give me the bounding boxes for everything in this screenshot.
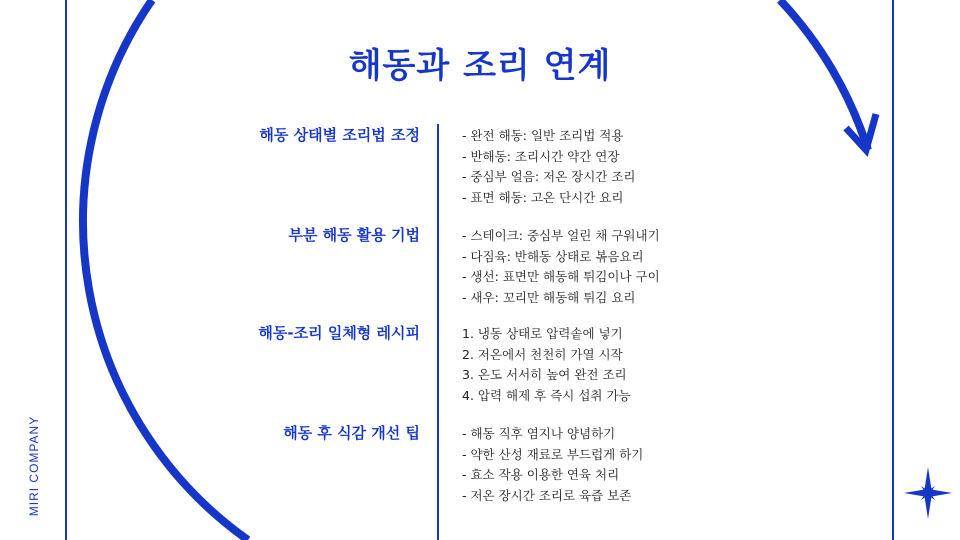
list-item: - 중심부 얼음: 저온 장시간 조리 [462,169,636,184]
section-title: 부분 해동 활용 기법 [288,226,420,244]
section-title: 해동 상태별 조리법 조정 [259,126,420,144]
section-list [462,424,643,506]
section-list [462,226,660,308]
list-item: - 생선: 표면만 해동해 튀김이나 구이 [462,269,660,284]
section-list [462,126,636,208]
list-item: - 스테이크: 중심부 얼린 채 구워내기 [462,228,660,243]
section-partial-thaw-techniques [0,224,960,314]
brand-label: MIRI COMPANY [27,415,41,517]
section-thaw-cook-recipe [0,322,960,412]
list-item: - 완전 해동: 일반 조리법 적용 [462,128,624,143]
list-item: - 새우: 꼬리만 해동해 튀김 요리 [462,289,636,305]
list-item: - 효소 작용 이용한 연육 처리 [462,467,620,482]
list-item: - 해동 직후 염지나 양념하기 [462,426,616,441]
section-title: 해동 후 식감 개선 팁 [283,424,420,442]
section-thaw-state-adjustment [0,124,960,214]
list-item: 3. 온도 서서히 높여 완전 조리 [462,367,627,382]
list-item: 1. 냉동 상태로 압력솥에 넣기 [462,326,623,341]
list-item: - 저온 장시간 조리로 육즙 보존 [462,487,632,503]
section-texture-tips [0,422,960,512]
list-item: 4. 압력 해제 후 즉시 섭취 가능 [462,387,631,403]
page-title: 해동과 조리 연계 [348,46,612,86]
list-item: - 표면 해동: 고온 단시간 요리 [462,189,624,205]
list-item: - 반해동: 조리시간 약간 연장 [462,148,620,164]
section-title: 해동-조리 일체형 레시피 [258,324,420,342]
list-item: 2. 저온에서 천천히 가열 시작 [462,346,623,362]
section-list [462,324,631,406]
list-item: - 다짐육: 반해동 상태로 볶음요리 [462,248,644,264]
list-item: - 약한 산성 재료로 부드럽게 하기 [462,446,644,462]
